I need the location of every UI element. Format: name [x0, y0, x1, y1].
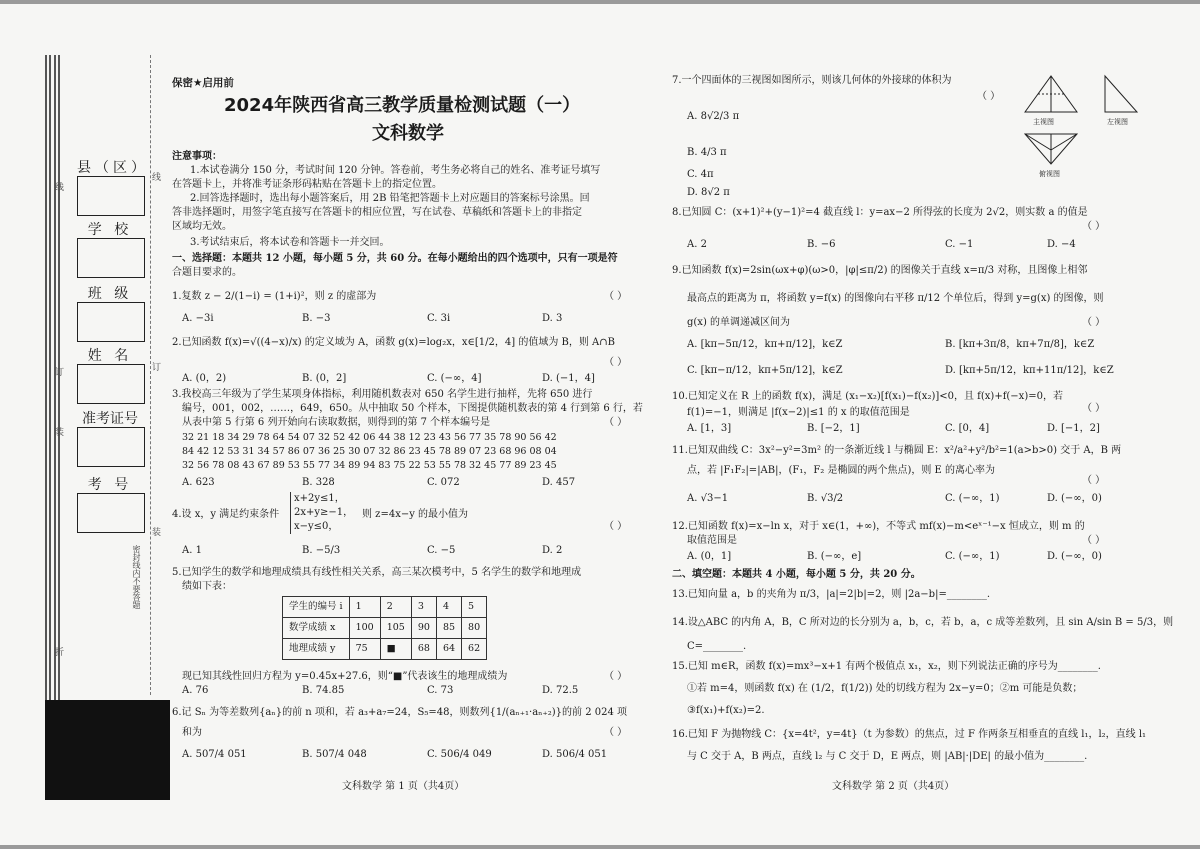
option[interactable]: C. −1: [945, 239, 974, 250]
side-view-shape: [1105, 76, 1137, 112]
table-cell: 68: [411, 639, 436, 660]
option[interactable]: B. 4/3 π: [687, 147, 727, 158]
option[interactable]: D. (−∞，0): [1047, 493, 1102, 504]
option[interactable]: D. 457: [542, 477, 576, 488]
question-11: 11.已知双曲线 C：3x²−y²=3m² 的一条渐近线 l 与椭圆 E：x²/a²+y²/b²=1(a>b>0) 交于 A，B 两: [672, 445, 1122, 456]
three-view-figure: [1017, 72, 1142, 190]
answer-paren: （ ）: [604, 357, 628, 368]
question-11-cont: 点，若 |F₁F₂|=|AB|，(F₁，F₂ 是椭圆的两个焦点)，则 E 的离心率为: [687, 465, 996, 476]
table-cell: 5: [462, 597, 487, 618]
constraint: x+2y≤1，: [294, 493, 345, 504]
field-county[interactable]: [77, 176, 145, 216]
question-16-cont: 与 C 交于 A，B 两点，直线 l₂ 与 C 交于 D，E 两点，则 |AB|·|DE| 的最小值为________.: [687, 751, 1088, 762]
question-3-cont: 编号，001，002，……，649，650。从中抽取 50 个样本，下图提供随机数表的第 4 行到第 6 行，若: [182, 403, 643, 414]
table-cell: 80: [462, 618, 487, 639]
seal-mark: 装: [152, 528, 162, 538]
seal-mark: 装: [55, 428, 65, 438]
option[interactable]: B. 328: [302, 477, 335, 488]
option[interactable]: B. 507/4 048: [302, 749, 367, 760]
table-cell: 1: [349, 597, 380, 618]
question-14: 14.设△ABC 的内角 A，B，C 所对边的长分别为 a，b，c，若 b，a，c 成等差数列，且 sin A/sin B = 5/3，则: [672, 617, 1174, 628]
answer-paren: （ ）: [977, 91, 1001, 102]
exam-subject: 文科数学: [372, 123, 444, 144]
question-15-cont: ③f(x₁)+f(x₂)=2.: [687, 705, 765, 716]
question-2: 2.已知函数 f(x)=√((4−x)/x) 的定义域为 A，函数 g(x)=log₂x，x∈[1/2，4] 的值域为 B，则 A∩B: [172, 337, 615, 348]
option[interactable]: C. (−∞，1): [945, 493, 1000, 504]
question-4-tail: 则 z=4x−y 的最小值为: [362, 509, 469, 520]
option[interactable]: B. √3/2: [807, 493, 844, 504]
question-15-cont: ①若 m=4，则函数 f(x) 在 (1/2，f(1/2)) 处的切线方程为 2x−y=0；②m 可能是负数；: [687, 683, 1083, 694]
option[interactable]: B. −6: [807, 239, 836, 250]
question-9-cont: 最高点的距离为 π，将函数 y=f(x) 的图像向右平移 π/12 个单位后，得到 y=g(x) 的图像，则: [687, 293, 1104, 304]
option[interactable]: D. 506/4 051: [542, 749, 608, 760]
page-footer: 文科数学 第 1 页（共4页）: [342, 781, 465, 792]
table-cell: ■: [380, 639, 411, 660]
answer-paren: （ ）: [604, 521, 628, 532]
option[interactable]: D. 2: [542, 545, 563, 556]
notes-line: 在答题卡上，并将准考证条形码粘贴在答题卡上的指定位置。: [172, 179, 442, 190]
table-cell: 105: [380, 618, 411, 639]
answer-paren: （ ）: [604, 671, 628, 682]
answer-paren: （ ）: [1082, 535, 1106, 546]
option[interactable]: A. 8√2/3 π: [687, 111, 740, 122]
question-9-cont: g(x) 的单调递减区间为: [687, 317, 791, 328]
field-examno[interactable]: [77, 493, 145, 533]
option[interactable]: A. 507/4 051: [182, 749, 247, 760]
notes-line: 2.回答选择题时，选出每小题答案后，用 2B 铅笔把答题卡上对应题目的答案标号涂黑。回: [190, 193, 590, 204]
answer-paren: （ ）: [604, 727, 628, 738]
option[interactable]: D. [−1，2]: [1047, 423, 1100, 434]
seal-mark: 线: [152, 173, 162, 183]
notes-line: 3.考试结束后，将本试卷和答题卡一并交回。: [190, 237, 390, 248]
figure-label: 俯视图: [1039, 170, 1060, 178]
table-cell: 4: [436, 597, 461, 618]
random-table-row: 32 56 78 08 43 67 89 53 55 77 34 89 94 83 75 22 53 55 78 32 45 77 89 23 45: [182, 460, 557, 471]
option[interactable]: C. [kπ−π/12，kπ+5π/12]，k∈Z: [687, 365, 843, 376]
section1-heading-cont: 合题目要求的。: [172, 267, 242, 278]
question-12: 12.已知函数 f(x)=x−ln x，对于 x∈(1，+∞)，不等式 mf(x)−m<eˣ⁻¹−x 恒成立，则 m 的: [672, 521, 1085, 532]
option[interactable]: B. (−∞，e]: [807, 551, 862, 562]
table-row: [283, 639, 487, 660]
question-1: 1.复数 z − 2/(1−i) = (1+i)²，则 z 的虚部为: [172, 291, 377, 302]
question-10: 10.已知定义在 R 上的函数 f(x)，满足 (x₁−x₂)[f(x₁)−f(x₂)]<0，且 f(x)+f(−x)=0，若: [672, 391, 1063, 402]
option[interactable]: B. −3: [302, 313, 331, 324]
section1-heading: 一、选择题：本题共 12 小题，每小题 5 分，共 60 分。在每小题给出的四个选项中，只有一项是符: [172, 253, 618, 264]
option[interactable]: D. (−1，4]: [542, 373, 595, 384]
strip-rail: [45, 55, 47, 800]
field-label-county: 县（区）: [77, 160, 149, 176]
random-table-row: 84 42 12 53 31 34 57 86 07 36 25 30 07 32 86 23 45 78 89 07 23 68 96 08 04: [182, 446, 557, 457]
option[interactable]: D. 8√2 π: [687, 187, 730, 198]
table-cell: 100: [349, 618, 380, 639]
option[interactable]: B. (0，2]: [302, 373, 347, 384]
question-13: 13.已知向量 a，b 的夹角为 π/3，|a|=2|b|=2，则 |2a−b|=________.: [672, 589, 991, 600]
exam-title: 2024年陕西省高三教学质量检测试题（一）: [224, 95, 581, 116]
option[interactable]: C. 072: [427, 477, 460, 488]
table-cell: 85: [436, 618, 461, 639]
secret-label: 保密★启用前: [172, 77, 234, 89]
seal-note: 密封线内不要答题: [132, 545, 141, 609]
question-15: 15.已知 m∈R，函数 f(x)=mx³−x+1 有两个极值点 x₁，x₂，则下列说法正确的序号为________.: [672, 661, 1101, 672]
option[interactable]: A. [kπ−5π/12，kπ+π/12]，k∈Z: [687, 339, 843, 350]
notes-heading: 注意事项：: [172, 151, 222, 162]
option[interactable]: A. (0，2): [182, 373, 227, 384]
question-14-cont: C=________.: [687, 641, 747, 652]
figure-label: 左视图: [1107, 118, 1128, 126]
question-6: 6.记 Sₙ 为等差数列{aₙ}的前 n 项和，若 a₃+a₇=24，S₅=48，则数列{1/(aₙ₊₁·aₙ₊₂)}的前 2 024 项: [172, 707, 628, 718]
option[interactable]: C. (−∞，1): [945, 551, 1000, 562]
option[interactable]: C. 73: [427, 685, 454, 696]
option[interactable]: A. −3i: [182, 313, 214, 324]
scan-edge-bottom: [0, 845, 1200, 849]
question-9: 9.已知函数 f(x)=2sin(ωx+φ)(ω>0，|φ|≤π/2) 的图像关于直线 x=π/3 对称，且图像上相邻: [672, 265, 1088, 276]
option[interactable]: C. 4π: [687, 169, 714, 180]
option[interactable]: A. (0，1]: [687, 551, 732, 562]
option[interactable]: D. (−∞，0): [1047, 551, 1102, 562]
option[interactable]: A. [1，3]: [687, 423, 732, 434]
field-label-class: 班 级: [87, 286, 133, 302]
table-cell: 75: [349, 639, 380, 660]
random-table-row: 32 21 18 34 29 78 64 54 07 32 52 42 06 44 38 12 23 43 56 77 35 78 90 56 42: [182, 432, 557, 443]
option[interactable]: B. [−2，1]: [807, 423, 860, 434]
option[interactable]: A. 76: [182, 685, 209, 696]
field-ticket[interactable]: [77, 427, 145, 467]
field-school[interactable]: [77, 238, 145, 278]
table-header-cell: 学生的编号 i: [283, 597, 350, 618]
notes-line: 答非选择题时，用签字笔直接写在答题卡的相应位置，写在试卷、草稿纸和答题卡上的非指定: [172, 207, 582, 218]
seal-line: [150, 55, 151, 695]
question-5-regression: 现已知其线性回归方程为 y=0.45x+27.6，则“■”代表该生的地理成绩为: [182, 671, 508, 682]
question-12-cont: 取值范围是: [687, 535, 737, 546]
table-cell: 64: [436, 639, 461, 660]
option[interactable]: B. [kπ+3π/8，kπ+7π/8]，k∈Z: [945, 339, 1095, 350]
answer-paren: （ ）: [1082, 475, 1106, 486]
answer-paren: （ ）: [604, 417, 628, 428]
field-label-name: 姓 名: [87, 348, 133, 364]
notes-line: 1.本试卷满分 150 分，考试时间 120 分钟。答卷前，考生务必将自己的姓名、准考证号填写: [190, 165, 601, 176]
score-table: [282, 596, 487, 660]
table-header-cell: 数学成绩 x: [283, 618, 350, 639]
question-3-cont: 从表中第 5 行第 6 列开始向右读取数据，则得到的第 7 个样本编号是: [182, 417, 491, 428]
table-header-cell: 地理成绩 y: [283, 639, 350, 660]
constraint: x−y≤0，: [294, 521, 339, 532]
question-6-cont: 和为: [182, 727, 202, 738]
table-cell: 90: [411, 618, 436, 639]
field-name[interactable]: [77, 364, 145, 404]
constraint-system: [290, 492, 353, 534]
scan-edge-top: [0, 0, 1200, 4]
question-16: 16.已知 F 为抛物线 C：{x=4t²，y=4t}（t 为参数）的焦点，过 F 作两条互相垂直的直线 l₁，l₂，直线 l₁: [672, 729, 1147, 740]
option[interactable]: A. 2: [687, 239, 707, 250]
option[interactable]: D. 72.5: [542, 685, 579, 696]
question-5-cont: 绩如下表：: [182, 581, 232, 592]
option[interactable]: C. 506/4 049: [427, 749, 492, 760]
option[interactable]: A. 623: [182, 477, 215, 488]
table-row: [283, 618, 487, 639]
question-10-cont: f(1)=−1，则满足 |f(x−2)|≤1 的 x 的取值范围是: [687, 407, 910, 418]
option[interactable]: A. 1: [182, 545, 202, 556]
answer-paren: （ ）: [1082, 221, 1106, 232]
table-cell: 2: [380, 597, 411, 618]
option[interactable]: A. √3−1: [687, 493, 729, 504]
answer-paren: （ ）: [1082, 403, 1106, 414]
seal-mark: 订: [55, 368, 65, 378]
field-label-school: 学 校: [87, 222, 133, 238]
table-row: [283, 597, 487, 618]
field-label-examno: 考 号: [87, 477, 133, 493]
answer-paren: （ ）: [604, 291, 628, 302]
black-bar: [45, 700, 170, 800]
option[interactable]: C. [0，4]: [945, 423, 990, 434]
question-4: 4.设 x，y 满足约束条件: [172, 509, 280, 520]
option[interactable]: B. 74.85: [302, 685, 345, 696]
option[interactable]: D. −4: [1047, 239, 1076, 250]
page-footer: 文科数学 第 2 页（共4页）: [832, 781, 955, 792]
section2-heading: 二、填空题：本题共 4 小题，每小题 5 分，共 20 分。: [672, 569, 921, 580]
answer-paren: （ ）: [1082, 317, 1106, 328]
option[interactable]: C. 3i: [427, 313, 451, 324]
question-8: 8.已知圆 C：(x+1)²+(y−1)²=4 截直线 l：y=ax−2 所得弦的长度为 2√2，则实数 a 的值是: [672, 207, 1088, 218]
option[interactable]: D. 3: [542, 313, 563, 324]
question-5: 5.已知学生的数学和地理成绩具有线性相关关系，高三某次模考中，5 名学生的数学和地理成: [172, 567, 582, 578]
figure-label: 主视图: [1033, 118, 1054, 126]
strip-rail: [49, 55, 51, 700]
table-cell: 3: [411, 597, 436, 618]
question-7: 7.一个四面体的三视图如图所示，则该几何体的外接球的体积为: [672, 75, 952, 86]
notes-line: 区域均无效。: [172, 221, 232, 232]
option[interactable]: D. [kπ+5π/12，kπ+11π/12]，k∈Z: [945, 365, 1114, 376]
seal-mark: 订: [152, 363, 162, 373]
constraint: 2x+y≥−1，: [294, 507, 354, 518]
question-3: 3.我校高三年级为了学生某项身体指标，利用随机数表对 650 名学生进行抽样，先将 650 进行: [172, 389, 593, 400]
field-class[interactable]: [77, 302, 145, 342]
option[interactable]: C. −5: [427, 545, 456, 556]
seal-mark: 线: [55, 183, 65, 193]
field-label-ticket: 准考证号: [82, 411, 138, 427]
table-cell: 62: [462, 639, 487, 660]
option[interactable]: B. −5/3: [302, 545, 341, 556]
seal-mark: 折: [55, 648, 65, 658]
option[interactable]: C. (−∞，4]: [427, 373, 482, 384]
